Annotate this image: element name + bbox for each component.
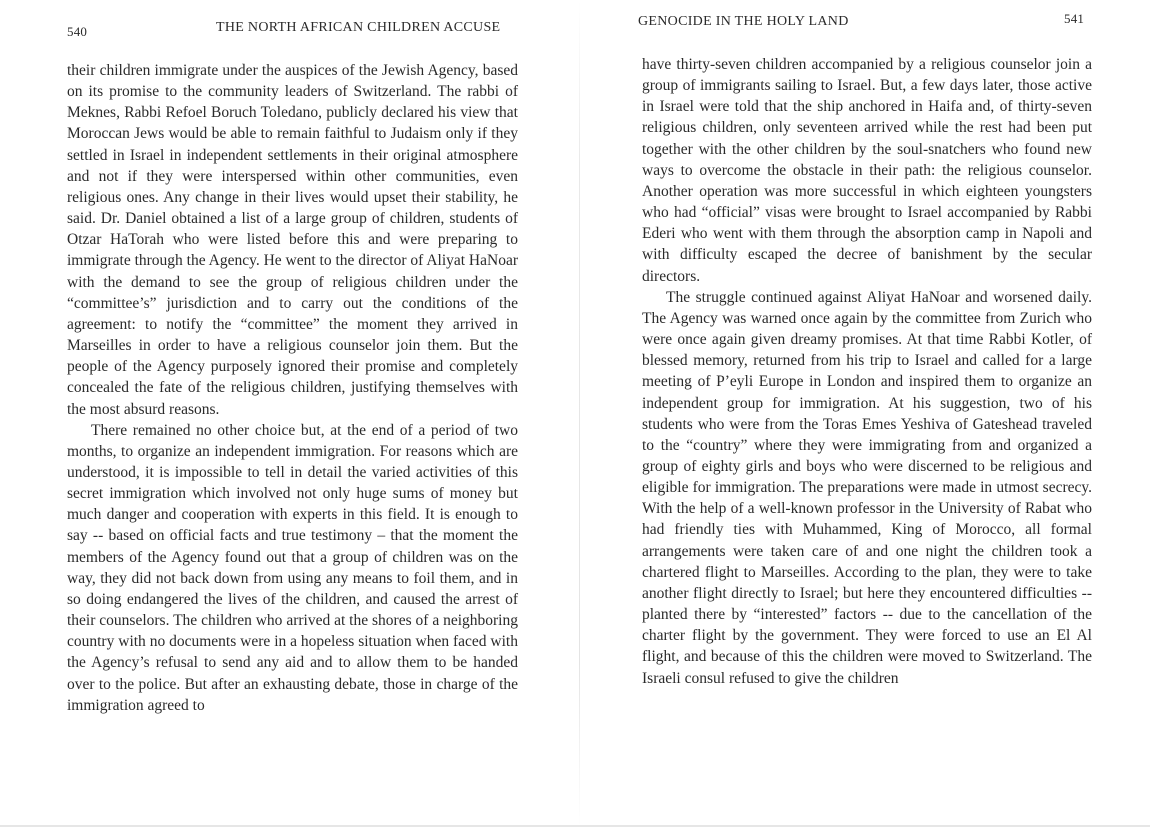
body-text [67,60,518,716]
page-gutter [579,0,580,827]
paragraph: have thirty-seven children accompanied by a religious counselor join a group of immigrants sailing to Israel. But, a few days later, those active in Israel were told that the ship anchored in Haifa and, of thirty-seven religious children, only seventeen arrived while the rest had been put together with the other children by the soul-snatchers who found new ways to overcome the obstacle in their path: the religious counselor. Another operation was more successful in which eighteen youngsters who had “official” visas were brought to Israel accompanied by Rabbi Ederi who went with them through the absorption camp in Napoli and with difficulty escaped the decree of banishment by the secular directors. [642,56,1092,285]
paragraph: their children immigrate under the auspices of the Jewish Agency, based on its promise to the community leaders of Switzerland. The rabbi of Meknes, Rabbi Refoel Boruch Toledano, publicly declared his view that Moroccan Jews would be able to remain faithful to Judaism only if they settled in Israel in independent settlements in their original atmosphere and not if they were interspersed within other communities, even religious ones. Any change in their lives would upset their stability, he said. Dr. Daniel obtained a list of a large group of children, students of Otzar HaTorah who were listed before this and were preparing to immigrate through the Agency. He went to the director of Aliyat HaNoar with the demand to see the group of religious children under the “committee’s” jurisdiction and to carry out the conditions of the agreement: to notify the “committee” the moment they arrived in Marseilles in order to have a religious counselor join them. But the people of the Agency purposely ignored their promise and completely concealed the fate of the religious children, justifying themselves with the most absurd reasons. [67,62,518,418]
body-text [642,54,1092,689]
page-number: 540 [67,24,88,39]
page-number: 541 [1064,11,1085,26]
running-head: GENOCIDE IN THE HOLY LAND [638,14,849,29]
right-page [582,0,1150,827]
paragraph: There remained no other choice but, at the end of a period of two months, to organize an independent immigration. For reasons which are understood, it is impossible to tell in detail the varied activities of this secret immigration which involved not only huge sums of money but much danger and cooperation with experts in this field. It is enough to say -- based on official facts and true testimony – that the moment the members of the Agency found out that a group of children was on the way, they did not back down from using any means to foil them, and in so doing endangered the lives of the children, and caused the arrest of their counselors. The children who arrived at the shores of a neighboring country with no documents were in a hopeless situation when faced with the Agency’s refusal to send any aid and to allow them to be handed over to the police. But after an exhausting debate, those in charge of the immigration agreed to [67,421,518,714]
paragraph: The struggle continued against Aliyat HaNoar and worsened daily. The Agency was warned once again by the committee from Zurich who were once again given dreamy promises. At that time Rabbi Kotler, of blessed memory, returned from his trip to Israel and called for a large meeting of P’eyli Europe in London and inspired them to organize an independent group for immigration. At his suggestion, two of his students who were from the Toras Emes Yeshiva of Gateshead traveled to the “country” where they were immigrating from and organized a group of eighty girls and boys who were discerned to be religious and eligible for immigration. The preparations were made in utmost secrecy. With the help of a well-known professor in the University of Rabat who had friendly ties with Muhammed, King of Morocco, all formal arrangements were taken care of and one night the children took a chartered flight to Marseilles. According to the plan, they were to take another flight directly to Israel; but here they encountered difficulties -- planted there by “interested” factors -- due to the cancellation of the charter flight by the government. They were forced to use an El Al flight, and because of this the children were moved to Switzerland. The Israeli consul refused to give the children [642,288,1092,687]
running-head: THE NORTH AFRICAN CHILDREN ACCUSE [216,20,501,35]
